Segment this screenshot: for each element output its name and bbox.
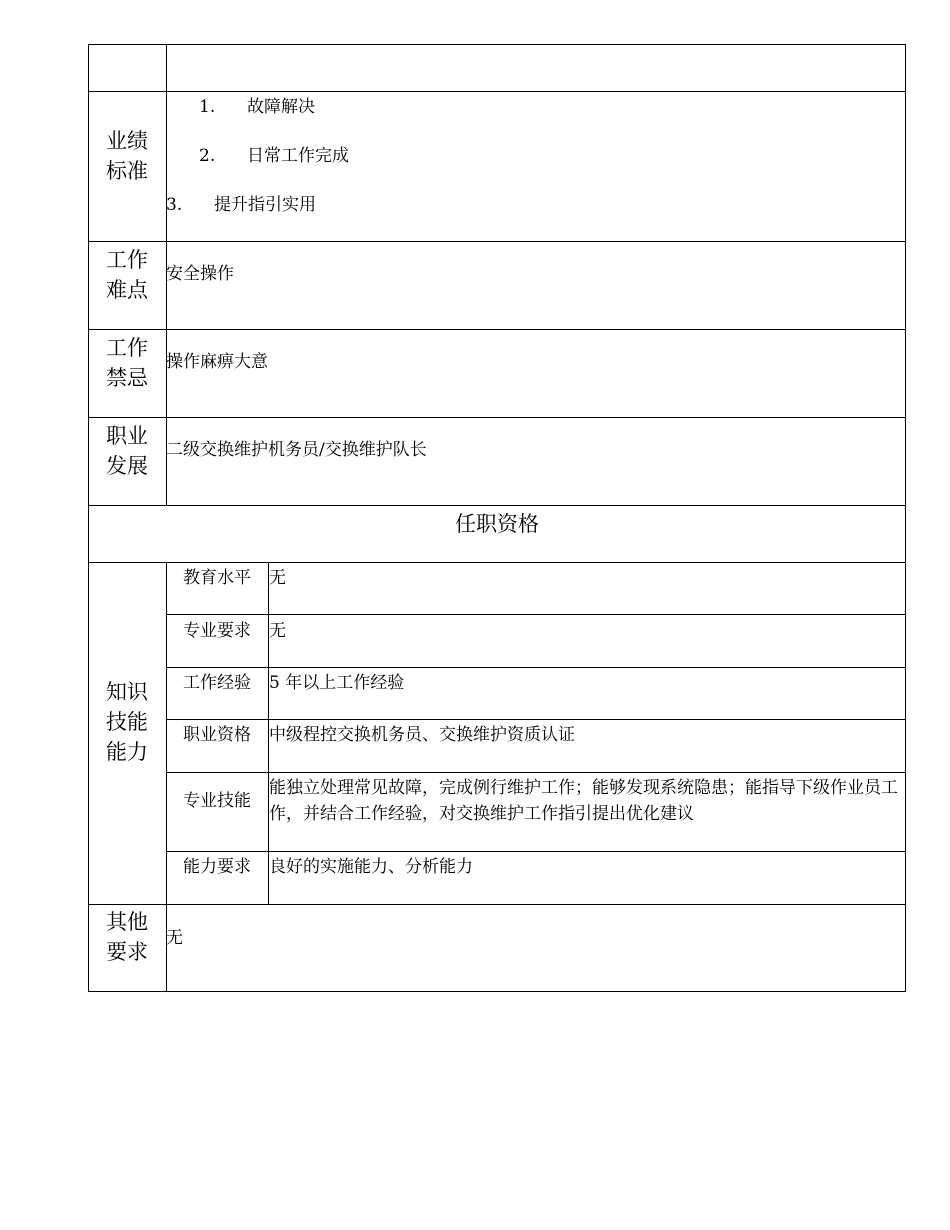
taboo-label: 工作 禁忌 xyxy=(106,336,148,390)
subrow-divider xyxy=(166,772,906,773)
other-value: 无 xyxy=(166,928,183,948)
qualification-title: 任职资格 xyxy=(455,512,539,536)
performance-item-1: 1. 故障解决 xyxy=(199,97,315,117)
performance-item-2: 2. 日常工作完成 xyxy=(199,146,349,166)
knowledge-skill-label: 知识 技能 能力 xyxy=(106,680,148,764)
row-divider xyxy=(88,562,906,563)
row-divider xyxy=(88,241,906,242)
experience-label: 工作经验 xyxy=(183,673,251,693)
experience-value: 5 年以上工作经验 xyxy=(269,673,405,693)
certification-value: 中级程控交换机务员、交换维护资质认证 xyxy=(269,725,575,745)
subrow-divider xyxy=(166,851,906,852)
subrow-divider xyxy=(166,614,906,615)
row-divider xyxy=(88,904,906,905)
row-divider xyxy=(88,417,906,418)
major-value: 无 xyxy=(269,621,286,641)
major-label: 专业要求 xyxy=(183,621,251,641)
taboo-value: 操作麻痹大意 xyxy=(166,352,268,372)
row-divider xyxy=(88,329,906,330)
other-label: 其他 要求 xyxy=(106,910,148,964)
career-label: 职业 发展 xyxy=(106,424,148,478)
education-label: 教育水平 xyxy=(183,568,251,588)
subrow-divider xyxy=(166,667,906,668)
skills-label: 专业技能 xyxy=(183,791,251,811)
certification-label: 职业资格 xyxy=(183,725,251,745)
row-divider xyxy=(88,91,906,92)
performance-label: 业绩 标准 xyxy=(106,129,148,183)
subrow-divider xyxy=(166,719,906,720)
career-value: 二级交换维护机务员/交换维护队长 xyxy=(166,440,427,460)
performance-item-3: 3. 提升指引实用 xyxy=(166,195,316,215)
ability-value: 良好的实施能力、分析能力 xyxy=(269,857,473,877)
education-value: 无 xyxy=(269,568,286,588)
difficulty-value: 安全操作 xyxy=(166,264,234,284)
difficulty-label: 工作 难点 xyxy=(106,248,148,302)
ability-label: 能力要求 xyxy=(183,857,251,877)
skills-value: 能独立处理常见故障，完成例行维护工作；能够发现系统隐患；能指导下级作业员工作，并结合工作经验，对交换维护工作指引提出优化建议 xyxy=(269,778,898,824)
row-divider xyxy=(88,505,906,506)
